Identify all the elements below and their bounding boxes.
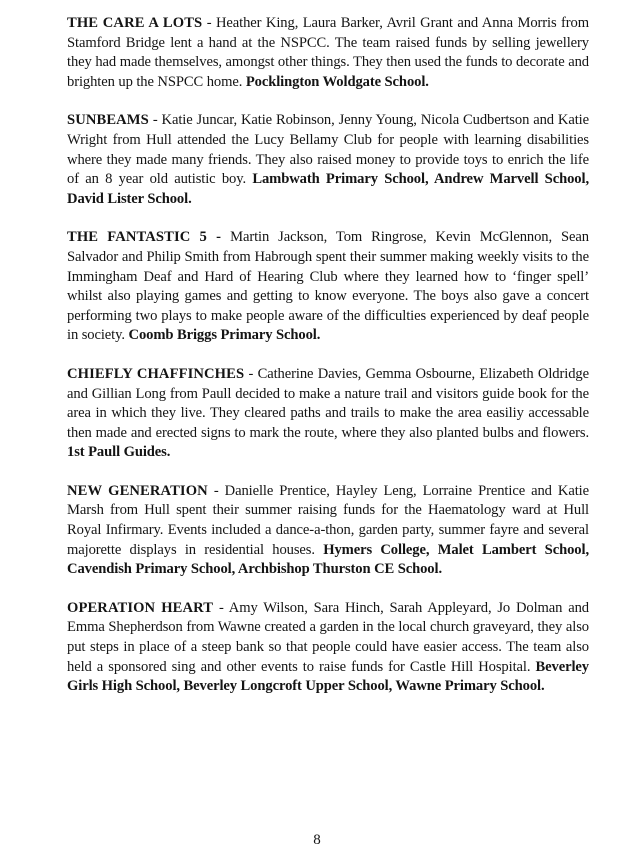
entry-schools: Lambwath Primary School, Andrew Marvell School, David Lister School.	[67, 171, 589, 207]
entry-separator: -	[202, 15, 216, 31]
entry-separator	[221, 229, 230, 245]
document-page	[67, 14, 589, 716]
entry-title: SUNBEAMS	[67, 112, 149, 129]
entry-sunbeams	[67, 111, 589, 209]
entry-schools: Pocklington Woldgate School.	[245, 73, 429, 90]
entry-fantastic-5	[67, 228, 589, 346]
entry-body: Catherine Davies, Gemma Osbourne, Elizabeth Oldridge and Gillian Long from Paull decided to make a nature trail and visitors guide book for the area in which they live. They cleared paths and trails to make the area easiliy accessable then made and erected signs to mark the route, where they also planted bulbs and flowers.	[67, 365, 589, 441]
entry-schools: 1st Paull Guides.	[67, 444, 171, 461]
entry-care-a-lots	[67, 14, 589, 92]
entry-title: THE CARE A LOTS	[67, 15, 203, 31]
entry-chiefly-chaffinches	[67, 365, 589, 463]
entry-separator: -	[207, 482, 225, 499]
entry-separator: -	[213, 599, 229, 616]
entry-body: Amy Wilson, Sara Hinch, Sarah Appleyard, Jo Dolman and Emma Shepherdson from Wawne created a garden in the local church graveyard, they also put steps in place of a steep bank so that people could have easier access. The team also held a sponsored sing and other events to raise funds for Castle Hill Hospital.	[67, 599, 589, 675]
entry-separator: -	[148, 112, 162, 129]
entry-schools: Hymers College, Malet Lambert School, Cavendish Primary School, Archbishop Thurston CE School.	[67, 541, 589, 578]
page-number: 8	[313, 832, 321, 848]
entry-body: Martin Jackson, Tom Ringrose, Kevin McGlennon, Sean Salvador and Philip Smith from Habrough spent their summer making weekly visits to the Immingham Deaf and Hard of Hearing Club where they learned how to ‘finger spell’ whilst also playing games and getting to know everyone. The boys also gave a concert performing two plays to make people aware of the difficulties experienced by deaf people in society.	[67, 229, 589, 344]
entry-title: NEW GENERATION	[67, 482, 208, 499]
entry-title: THE FANTASTIC 5 -	[67, 229, 222, 246]
entry-operation-heart	[67, 599, 589, 697]
entry-body: Katie Juncar, Katie Robinson, Jenny Young, Nicola Cudbertson and Katie Wright from Hull attended the Lucy Bellamy Club for people with learning disabilities where they made many friends. They also raised money to provide toys to enrich the life of an 8 year old autistic boy.	[67, 112, 590, 188]
entry-body: Danielle Prentice, Hayley Leng, Lorraine Prentice and Katie Marsh from Hull spent their summer raising funds for the Haematology ward at Hull Royal Infirmary. Events included a dance-a-thon, garden party, summer fayre and several majorette displays in residential houses.	[67, 482, 590, 558]
entry-title: CHIEFLY CHAFFINCHES	[67, 365, 245, 382]
entry-body: Heather King, Laura Barker, Avril Grant and Anna Morris from Stamford Bridge lent a hand at the NSPCC. The team raised funds by selling jewellery they had made themselves, amongst other things. They then used the funds to decorate and brighten up the NSPCC home.	[67, 15, 590, 90]
entry-schools: Coomb Briggs Primary School.	[128, 327, 321, 344]
entry-title: OPERATION HEART	[67, 599, 214, 616]
entry-schools: Beverley Girls High School, Beverley Longcroft Upper School, Wawne Primary School.	[67, 658, 589, 695]
entry-separator: -	[244, 365, 258, 382]
entry-new-generation	[67, 482, 589, 580]
